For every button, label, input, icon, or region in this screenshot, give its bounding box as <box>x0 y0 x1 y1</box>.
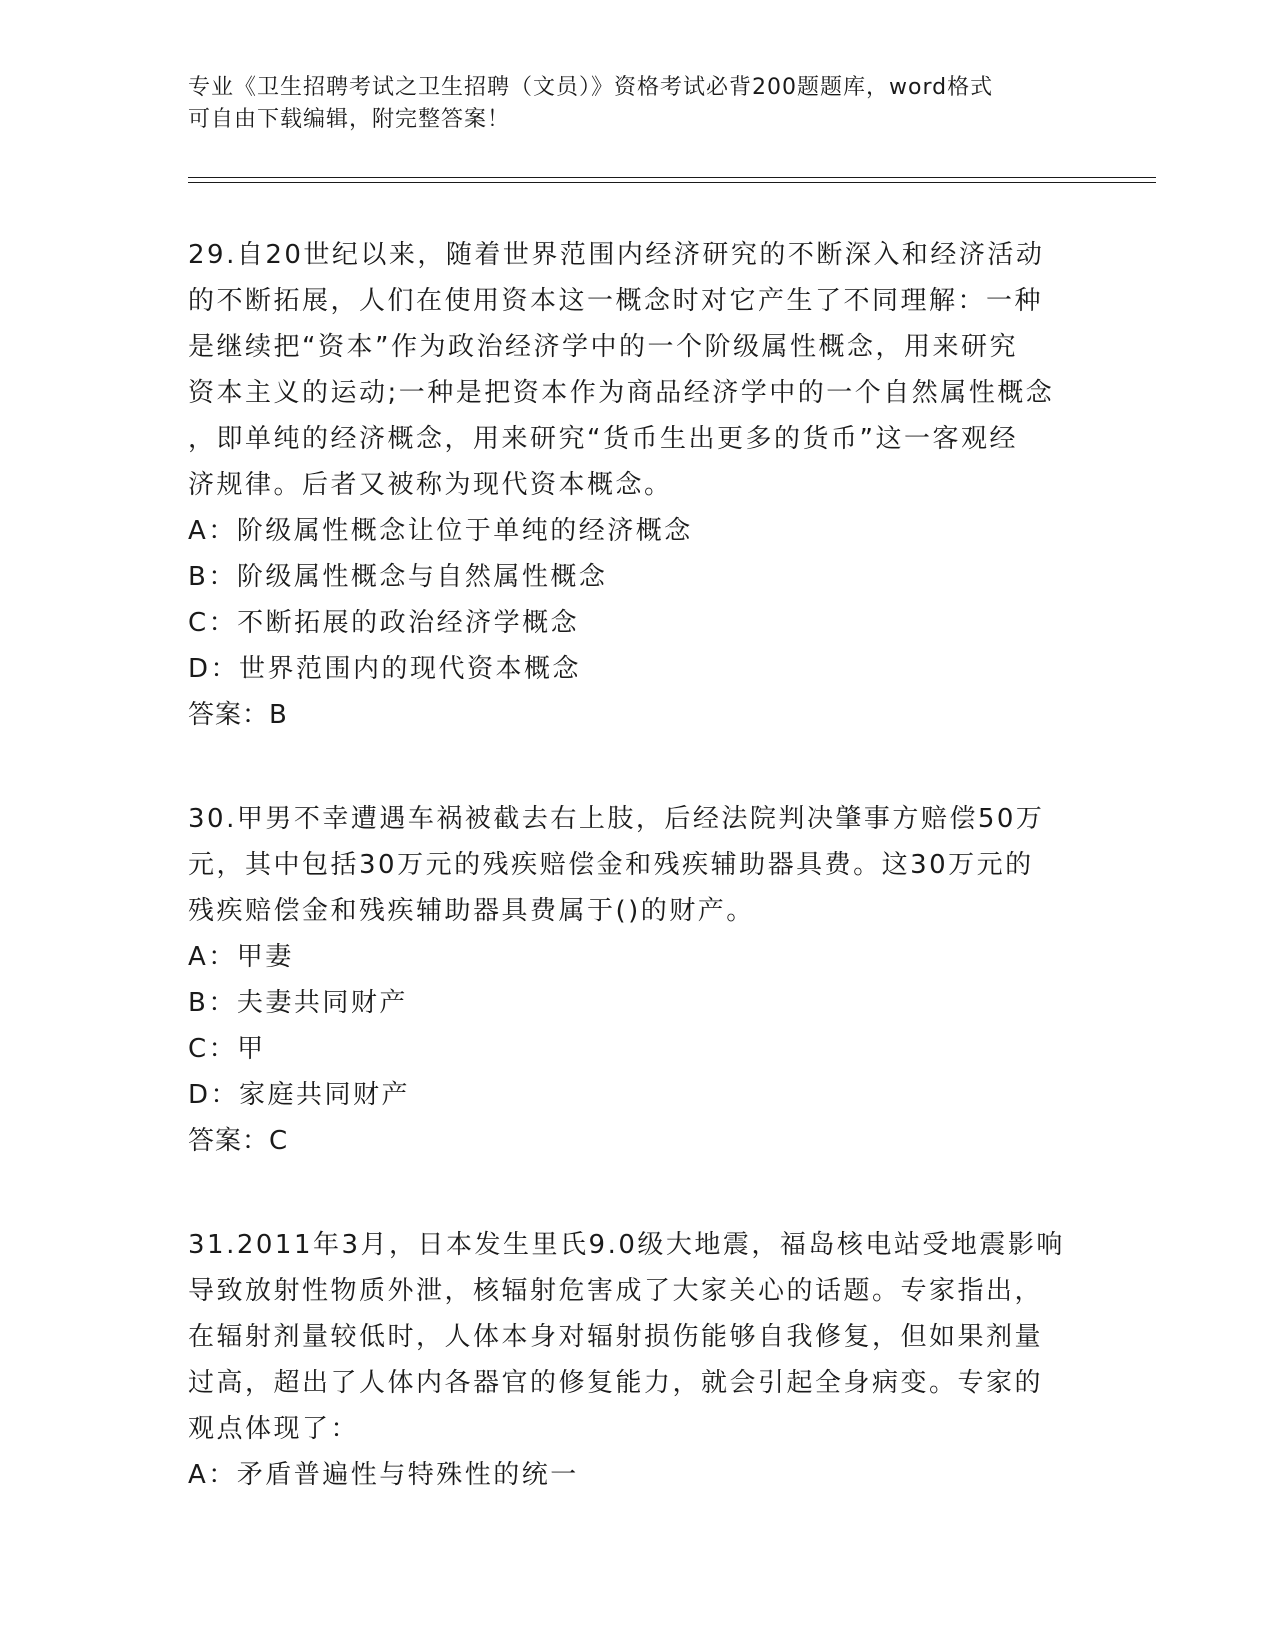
question-text-line: 是继续把“资本”作为政治经济学中的一个阶级属性概念，用来研究 <box>188 332 1018 362</box>
option-a: A：阶级属性概念让位于单纯的经济概念 <box>188 516 693 546</box>
header-divider-bottom <box>188 182 1156 183</box>
header-line-1: 专业《卫生招聘考试之卫生招聘（文员）》资格考试必背200题题库，word格式 <box>188 75 994 100</box>
question-list <box>188 232 1088 1498</box>
question-text-line: 29.自20世纪以来，随着世界范围内经济研究的不断深入和经济活动 <box>188 240 1045 270</box>
question-text-line: 30.甲男不幸遭遇车祸被截去右上肢，后经法院判决肇事方赔偿50万 <box>188 804 1045 834</box>
question-30 <box>188 796 1088 1164</box>
option-c: C：不断拓展的政治经济学概念 <box>188 608 580 638</box>
question-text-line: 济规律。后者又被称为现代资本概念。 <box>188 470 673 500</box>
question-spacer <box>188 738 1088 796</box>
option-a: A：甲妻 <box>188 942 294 972</box>
answer-label: 答案：C <box>188 1126 289 1156</box>
option-c: C：甲 <box>188 1034 266 1064</box>
header-line-2: 可自由下载编辑，附完整答案！ <box>188 107 511 132</box>
option-d: D：世界范围内的现代资本概念 <box>188 654 582 684</box>
question-text-line: 过高，超出了人体内各器官的修复能力，就会引起全身病变。专家的 <box>188 1368 1044 1398</box>
header-divider-top <box>188 177 1156 178</box>
option-d: D：家庭共同财产 <box>188 1080 411 1110</box>
question-text-line: 观点体现了： <box>188 1414 360 1444</box>
question-29 <box>188 232 1088 738</box>
question-text-line: 的不断拓展，人们在使用资本这一概念时对它产生了不同理解：一种 <box>188 286 1044 316</box>
option-b: B：夫妻共同财产 <box>188 988 408 1018</box>
question-text-line: 导致放射性物质外泄，核辐射危害成了大家关心的话题。专家指出， <box>188 1276 1044 1306</box>
option-b: B：阶级属性概念与自然属性概念 <box>188 562 608 592</box>
question-31 <box>188 1222 1088 1498</box>
question-text-line: 残疾赔偿金和残疾辅助器具费属于()的财产。 <box>188 896 755 926</box>
document-header <box>188 72 1088 136</box>
answer-label: 答案：B <box>188 700 288 730</box>
question-text-line: 在辐射剂量较低时，人体本身对辐射损伤能够自我修复，但如果剂量 <box>188 1322 1044 1352</box>
question-spacer <box>188 1164 1088 1222</box>
question-text-line: ，即单纯的经济概念，用来研究“货币生出更多的货币”这一客观经 <box>188 424 1018 454</box>
question-text-line: 31.2011年3月，日本发生里氏9.0级大地震，福岛核电站受地震影响 <box>188 1230 1065 1260</box>
question-text-line: 元，其中包括30万元的残疾赔偿金和残疾辅助器具费。这30万元的 <box>188 850 1034 880</box>
question-text-line: 资本主义的运动;一种是把资本作为商品经济学中的一个自然属性概念 <box>188 378 1055 408</box>
option-a: A：矛盾普遍性与特殊性的统一 <box>188 1460 579 1490</box>
